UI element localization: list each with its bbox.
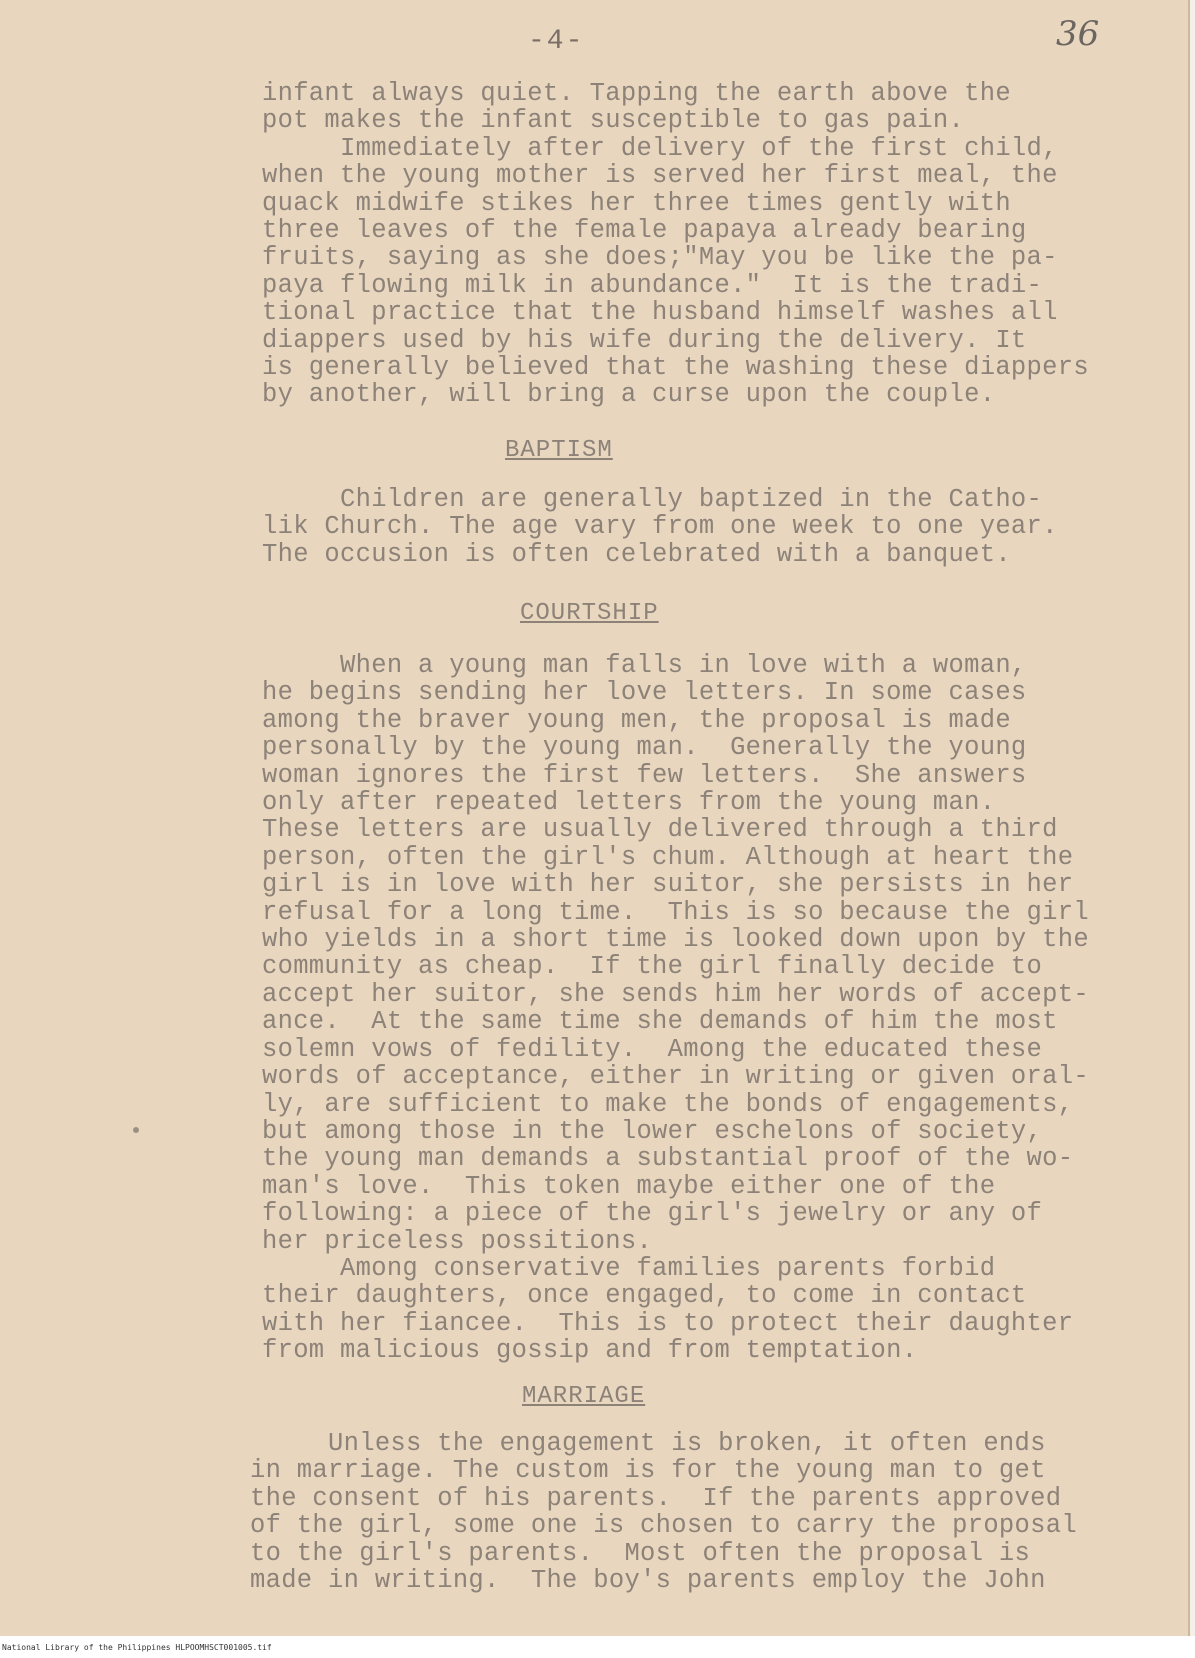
text-line: ly, are sufficient to make the bonds of engagements, xyxy=(262,1089,1074,1119)
text-line: but among those in the lower eschelons of society, xyxy=(262,1116,1043,1146)
text-line: the consent of his parents. If the parents approved xyxy=(250,1483,1062,1513)
text-line: paya flowing milk in abundance." It is the tradi- xyxy=(262,270,1043,300)
text-line: tional practice that the husband himself washes all xyxy=(262,298,1058,328)
text-line: their daughters, once engaged, to come in contact xyxy=(262,1281,1027,1311)
text-line: infant always quiet. Tapping the earth above the xyxy=(262,79,1011,108)
marriage-heading: MARRIAGE xyxy=(522,1383,646,1410)
baptism-heading: BAPTISM xyxy=(505,437,613,464)
text-line: accept her suitor, she sends him her words of accept- xyxy=(262,979,1089,1009)
text-line: These letters are usually delivered through a third xyxy=(262,815,1058,845)
text-line: lik Church. The age vary from one week to one year. xyxy=(262,512,1058,542)
text-line: Children are generally baptized in the Catho- xyxy=(262,485,1043,514)
handwritten-page-number: 36 xyxy=(1056,14,1100,54)
text-line: woman ignores the first few letters. She answers xyxy=(262,760,1027,790)
text-line: personally by the young man. Generally the young xyxy=(262,733,1027,763)
text-line: girl is in love with her suitor, she persists in her xyxy=(262,870,1074,900)
text-line: following: a piece of the girl's jewelry or any of xyxy=(262,1199,1043,1229)
ink-spot xyxy=(133,1127,139,1133)
text-line: When a young man falls in love with a woman, xyxy=(262,651,1027,680)
text-line: quack midwife stikes her three times gently with xyxy=(262,188,1011,218)
text-line: refusal for a long time. This is so because the girl xyxy=(262,897,1089,927)
text-line: is generally believed that the washing these diappers xyxy=(262,353,1089,383)
page-number: -4- xyxy=(528,26,585,57)
text-line: made in writing. The boy's parents employ the John xyxy=(250,1566,1046,1596)
text-line: when the young mother is served her first meal, the xyxy=(262,161,1058,191)
scan-footer-label: National Library of the Philippines HLPOOMHSCT001005.tif xyxy=(2,1643,272,1652)
marriage-paragraph xyxy=(250,1430,1110,1594)
text-line: The occusion is often celebrated with a banquet. xyxy=(262,539,1011,569)
text-line: diappers used by his wife during the delivery. It xyxy=(262,325,1027,355)
text-line: only after repeated letters from the young man. xyxy=(262,788,996,818)
text-line: who yields in a short time is looked down upon by the xyxy=(262,925,1089,955)
text-line: person, often the girl's chum. Although at heart the xyxy=(262,842,1074,872)
text-line: solemn vows of fedility. Among the educated these xyxy=(262,1034,1043,1064)
text-line: fruits, saying as she does;"May you be like the pa- xyxy=(262,243,1058,273)
text-line: in marriage. The custom is for the young man to get xyxy=(250,1456,1046,1486)
intro-paragraphs xyxy=(262,80,1122,409)
text-line: by another, will bring a curse upon the couple. xyxy=(262,380,996,410)
text-line: from malicious gossip and from temptation. xyxy=(262,1336,918,1366)
courtship-heading: COURTSHIP xyxy=(520,600,659,627)
text-line: with her fiancee. This is to protect their daughter xyxy=(262,1308,1074,1338)
text-line: Immediately after delivery of the first child, xyxy=(262,133,1058,163)
text-line: of the girl, some one is chosen to carry the proposal xyxy=(250,1511,1077,1541)
text-line: Among conservative families parents forbid xyxy=(262,1253,996,1283)
text-line: the young man demands a substantial proof of the wo- xyxy=(262,1144,1074,1174)
text-line: words of acceptance, either in writing or given oral- xyxy=(262,1062,1089,1092)
baptism-paragraph xyxy=(262,486,1122,568)
text-line: community as cheap. If the girl finally decide to xyxy=(262,952,1043,982)
text-line: man's love. This token maybe either one of the xyxy=(262,1171,996,1201)
courtship-paragraphs xyxy=(262,652,1122,1365)
text-line: to the girl's parents. Most often the proposal is xyxy=(250,1538,1031,1568)
text-line: her priceless possitions. xyxy=(262,1226,653,1256)
text-line: Unless the engagement is broken, it often ends xyxy=(250,1429,1046,1458)
text-line: he begins sending her love letters. In some cases xyxy=(262,678,1027,708)
text-line: among the braver young men, the proposal is made xyxy=(262,705,1011,735)
text-line: three leaves of the female papaya already bearing xyxy=(262,216,1027,246)
text-line: ance. At the same time she demands of him the most xyxy=(262,1007,1058,1037)
text-line: pot makes the infant susceptible to gas pain. xyxy=(262,106,965,136)
